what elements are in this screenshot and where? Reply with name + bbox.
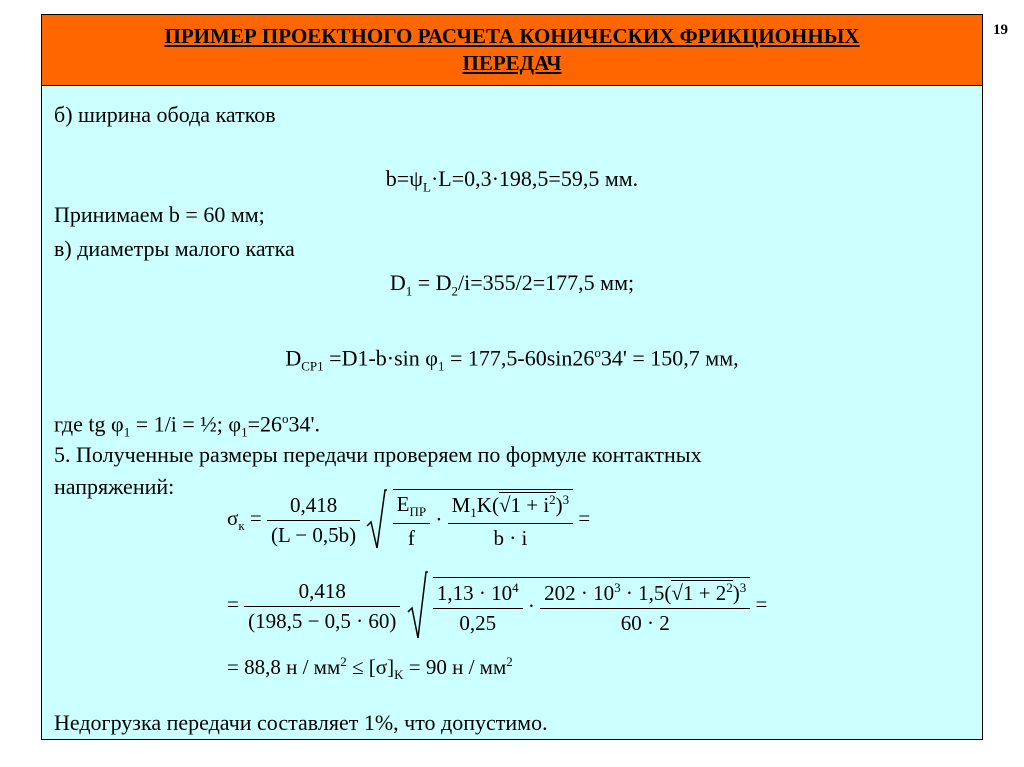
b-num2: · 1,5( (620, 580, 672, 605)
fraction-m-k (448, 492, 574, 551)
n-113 (433, 580, 523, 608)
content-panel (41, 86, 983, 740)
title-line-2: ПЕРЕДАЧ (462, 51, 562, 75)
m-sub: 1 (470, 505, 477, 521)
radicand (393, 489, 574, 551)
tg-sup: o (281, 411, 289, 426)
eq2: = (755, 591, 768, 616)
frac-den: (L − 0,5b) (267, 520, 360, 548)
text-rim-width: б) ширина обода катков (54, 102, 276, 127)
eq2: = (578, 505, 591, 530)
inner-sqrt-2: $√1 + 2^2$ (671, 579, 733, 605)
fraction-113 (433, 580, 523, 636)
formula-d1-a: D (389, 270, 406, 295)
formula-dcp1-b: =D1-b·sin φ (323, 345, 438, 371)
mk-num (448, 492, 574, 523)
fraction-0418 (267, 493, 360, 548)
dot: · (527, 593, 535, 618)
close-sup: 3 (739, 579, 747, 595)
formula-d1-sub2: 2 (451, 283, 459, 299)
formula-dcp1-a: D (285, 345, 302, 371)
e-num (393, 492, 430, 522)
text-check: 5. Полученные размеры передачи проверяем по формуле контактных (54, 442, 702, 467)
formula-width (42, 166, 982, 200)
tg-b: = 1/i = ½; φ (130, 411, 242, 437)
tg-a: где tg φ (54, 411, 124, 437)
text-stresses: напряжений: (54, 474, 175, 499)
text-underload: Недогрузка передачи составляет 1%, что допустимо. (54, 710, 548, 735)
result-sup: 2 (340, 654, 347, 669)
eq: = (227, 591, 239, 616)
result-sup2: 2 (506, 654, 513, 669)
sqrt-block (365, 488, 573, 552)
text-accept-b: Принимаем b = 60 мм; (54, 202, 265, 227)
formula-dcp1-sub1: CP1 (301, 358, 324, 374)
formula-width-sub: L (422, 179, 431, 195)
a-sup: 4 (512, 579, 519, 595)
formula-sigma (227, 488, 590, 552)
inner-sqrt: $√1 + i^2$ (498, 491, 556, 517)
formula-dcp1-sup: o (594, 345, 601, 360)
result-b: = 90 н / мм (403, 655, 507, 679)
eq: = (249, 505, 262, 530)
formula-d1-b: = D (412, 270, 452, 295)
inner: 1 + 2 (682, 580, 727, 605)
a-den: 0,25 (433, 608, 523, 636)
tg-d: 34'. (288, 411, 320, 437)
dot: · (435, 507, 443, 532)
slide-title (41, 14, 983, 86)
result-a: = 88,8 н / мм (227, 655, 341, 679)
formula-dcp1-d: 34' = 150,7 мм, (600, 345, 739, 371)
formula-dcp1 (42, 340, 982, 380)
formula-d1-sub1: 1 (405, 283, 413, 299)
sigma-sub: к (238, 518, 245, 533)
k-letter: K( (476, 492, 499, 517)
e-letter: E (396, 492, 410, 517)
close: ) (732, 580, 740, 605)
fraction-202 (540, 580, 750, 636)
inner: 1 + i (510, 492, 550, 517)
radical-icon (406, 570, 428, 642)
sigma: σ (227, 505, 239, 530)
page-number: 19 (993, 22, 1008, 38)
frac-num: 0,418 (289, 492, 338, 517)
e-sub: ПР (409, 504, 427, 520)
bi-den: b · i (448, 523, 574, 551)
radical-icon (365, 488, 387, 552)
tg-sub2: 1 (241, 424, 248, 440)
b-den: 60 · 2 (540, 608, 750, 636)
frac-den: (198,5 − 0,5 · 60) (244, 606, 400, 634)
radicand-2 (433, 577, 750, 636)
sqrt-block-2 (406, 570, 751, 642)
tg-sub1: 1 (123, 424, 131, 440)
inner-sup: 2 (549, 491, 556, 507)
close: ) (555, 492, 563, 517)
formula-width-b: ·L=0,3·198,5=59,5 мм. (430, 166, 639, 191)
formula-dcp1-sub2: 1 (437, 358, 445, 374)
fraction-0418-num (244, 579, 400, 634)
result-sub: K (394, 667, 404, 683)
formula-d1-c: /i=355/2=177,5 мм; (458, 270, 635, 295)
b-sup: 3 (614, 579, 621, 595)
frac-num: 0,418 (298, 578, 346, 603)
close-sup: 3 (562, 491, 570, 507)
b-num: 202 · 10 (544, 580, 615, 605)
text-tg-phi (54, 406, 320, 446)
formula-result (227, 654, 513, 683)
formula-width-a: b=ψ (385, 166, 423, 191)
fraction-e-f (393, 492, 430, 550)
formula-dcp1-c: = 177,5-60sin26 (444, 345, 595, 371)
result-le: ≤ [σ] (346, 655, 395, 679)
formula-d1 (42, 270, 982, 304)
tg-c: =26 (247, 411, 282, 437)
f-den: f (393, 523, 430, 551)
inner-sup: 2 (726, 579, 733, 595)
m-letter: M (451, 492, 471, 517)
formula-numeric (227, 570, 767, 642)
title-line-1: ПРИМЕР ПРОЕКТНОГО РАСЧЕТА КОНИЧЕСКИХ ФРИКЦИОННЫХ (164, 24, 860, 48)
a-num: 1,13 · 10 (436, 580, 513, 605)
n-202 (540, 580, 750, 608)
text-diameters: в) диаметры малого катка (54, 236, 295, 261)
